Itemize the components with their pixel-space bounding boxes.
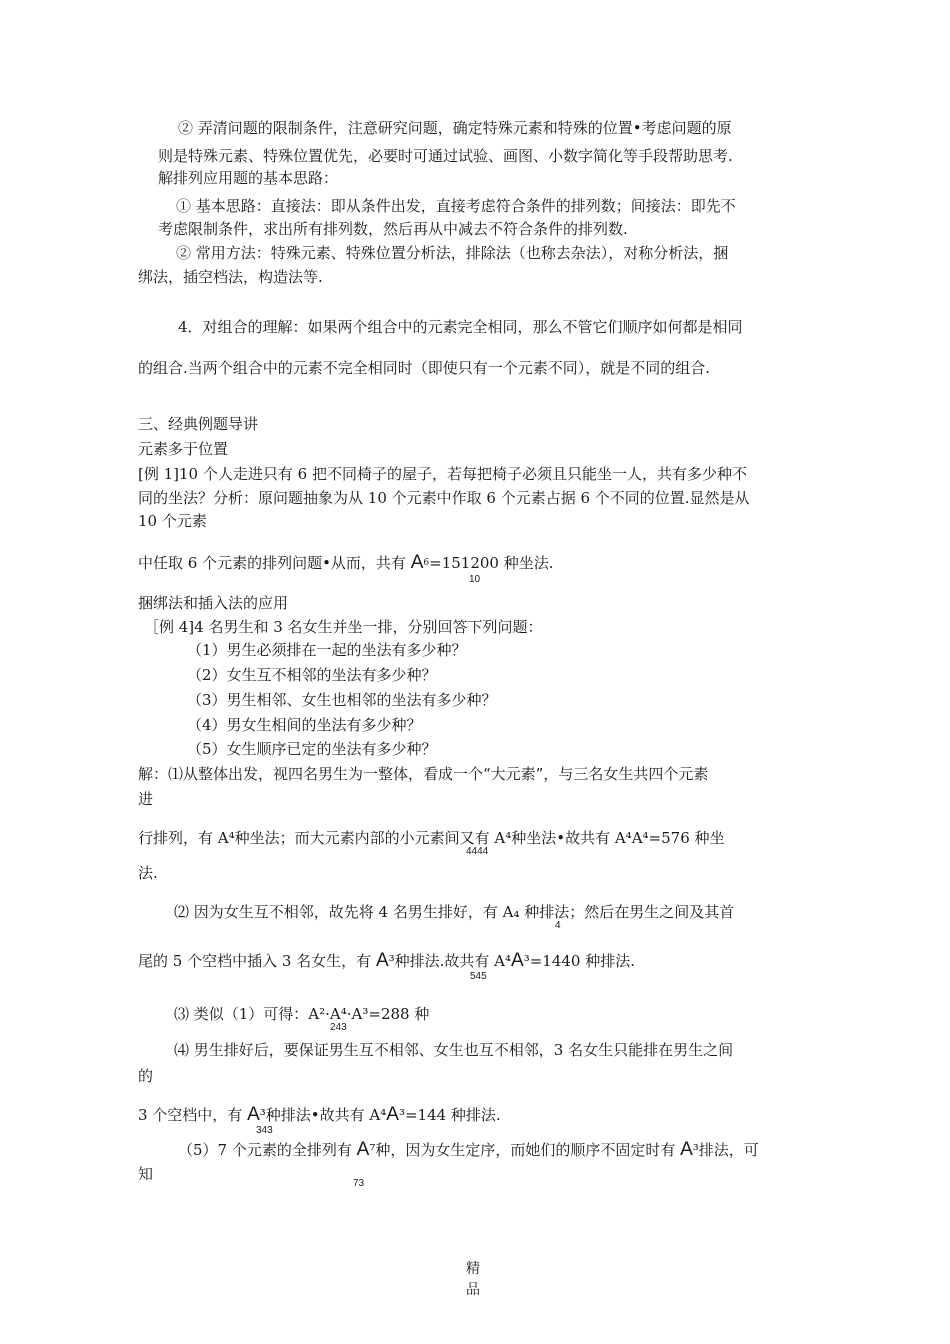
para-limits-line7: 绑法，插空档法，构造法等. [138,268,323,286]
permutation-superscript: 6 [423,558,430,568]
solution5-line2: 知 [138,1165,154,1183]
solution1-line2: 进 [138,790,154,808]
solution2-line2-text-c: ³=1440 种排法. [523,952,636,970]
example4-line: ［例 4]4 名男生和 3 名女生并坐一排，分别回答下列问题： [144,618,543,636]
footer-char-2: 品 [466,1282,480,1298]
permutation-symbol: A [375,950,389,971]
solution2-line2-text-b: ³种排法.故共有 A⁴ [388,952,512,970]
example1-line4-text-a: 中任取 6 个元素的排列问题•从而，共有 [138,554,411,572]
solution3-line: ⑶ 类似（1）可得：A²·A⁴·A³=288 种 [174,1005,430,1023]
footer-char-1: 精 [466,1261,480,1277]
example1-line3: 10 个元素 [138,512,207,530]
solution2-subscript: 4 [555,920,561,931]
solution4-line3-text-c: ³=144 种排法. [398,1106,501,1124]
para-combination-line2: 的组合.当两个组合中的元素不完全相同时（即使只有一个元素不同），就是不同的组合. [138,359,711,377]
solution3-subscripts: 243 [330,1022,347,1033]
solution5-line1-text-b: ⁷种，因为女生定序，而她们的顺序不固定时有 [369,1141,681,1159]
para-limits-line2: 则是特殊元素、特殊位置优先，必要时可通过试验、画图、小数字简化等手段帮助思考. [158,147,733,165]
solution4-line3 [138,1105,501,1125]
question-2: （2）女生互不相邻的坐法有多少种？ [187,666,437,684]
example1-line1: [例 1]10 个人走进只有 6 把不同椅子的屋子，若每把椅子必须且只能坐一人，共有多少种不 [138,465,747,483]
solution2-line1: ⑵ 因为女生互不相邻，故先将 4 名男生排好，有 A₄ 种排法；然后在男生之间及其首 [174,903,735,921]
solution5-subscripts: 73 [353,1178,365,1189]
permutation-symbol: A [511,950,524,971]
solution1-line1: 解：⑴从整体出发，视四名男生为一整体，看成一个“大元素”，与三名女生共四个元素 [138,765,709,783]
example1-line2: 同的坐法？分析：原问题抽象为从 10 个元素中作取 6 个元素占据 6 个不同的位置.显然是从 [138,489,750,507]
solution2-subscripts: 545 [470,971,487,982]
solution1-subscripts: 4444 [466,846,489,857]
permutation-symbol: A [247,1104,260,1125]
solution2-line2 [138,951,635,971]
question-5: （5）女生顺序已定的坐法有多少种？ [187,740,437,758]
solution5-line1-text-a: （5）7 个元素的全排列有 [178,1141,357,1159]
solution4-line3-text-a: 3 个空档中，有 [138,1106,248,1124]
solution5-line1-text-c: ³排法，可 [692,1141,759,1159]
section-heading: 三、经典例题导讲 [138,415,259,433]
example1-line4-text-b: =151200 种坐法. [429,554,554,572]
para-combination-line1: 4．对组合的理解：如果两个组合中的元素完全相同，那么不管它们顺序如何都是相同 [178,318,743,336]
para-limits-line5: 考虑限制条件，求出所有排列数，然后再从中减去不符合条件的排列数. [158,220,628,238]
solution4-line3-text-b: ³种排法•故共有 A⁴ [259,1106,387,1124]
permutation-symbol: A [680,1139,693,1160]
solution4-line2: 的 [138,1067,154,1085]
question-4: （4）男女生相间的坐法有多少种？ [187,716,422,734]
solution4-line1: ⑷ 男生排好后，要保证男生互不相邻、女生也互不相邻，3 名女生只能排在男生之间 [174,1041,734,1059]
permutation-symbol: A [356,1139,370,1160]
solution4-subscripts: 343 [256,1125,273,1136]
subheading-more-elements: 元素多于位置 [138,440,229,458]
solution5-line1 [178,1140,759,1160]
permutation-symbol: A [386,1104,399,1125]
para-limits-line6: ② 常用方法：特殊元素、特殊位置分析法，排除法（也称去杂法），对称分析法，捆 [176,244,729,262]
question-1: （1）男生必须排在一起的坐法有多少种？ [187,641,467,659]
solution1-line4: 法. [138,864,158,882]
para-limits-line1: ② 弄清问题的限制条件，注意研究问题，确定特殊元素和特殊的位置•考虑问题的原 [178,119,732,137]
example1-line4 [138,553,554,573]
permutation-symbol: A [410,552,424,573]
solution1-line3: 行排列，有 A⁴种坐法；而大元素内部的小元素间又有 A⁴种坐法•故共有 A⁴A⁴=576 种坐 [138,829,725,847]
para-limits-line4: ① 基本思路：直接法：即从条件出发，直接考虑符合条件的排列数；间接法：即先不 [176,197,736,215]
subheading-bundling: 捆绑法和插入法的应用 [138,594,289,612]
solution2-line2-text-a: 尾的 5 个空档中插入 3 名女生，有 [138,952,376,970]
question-3: （3）男生相邻、女生也相邻的坐法有多少种？ [187,691,497,709]
permutation-subscript: 10 [469,574,481,585]
para-limits-line3: 解排列应用题的基本思路： [158,169,339,187]
